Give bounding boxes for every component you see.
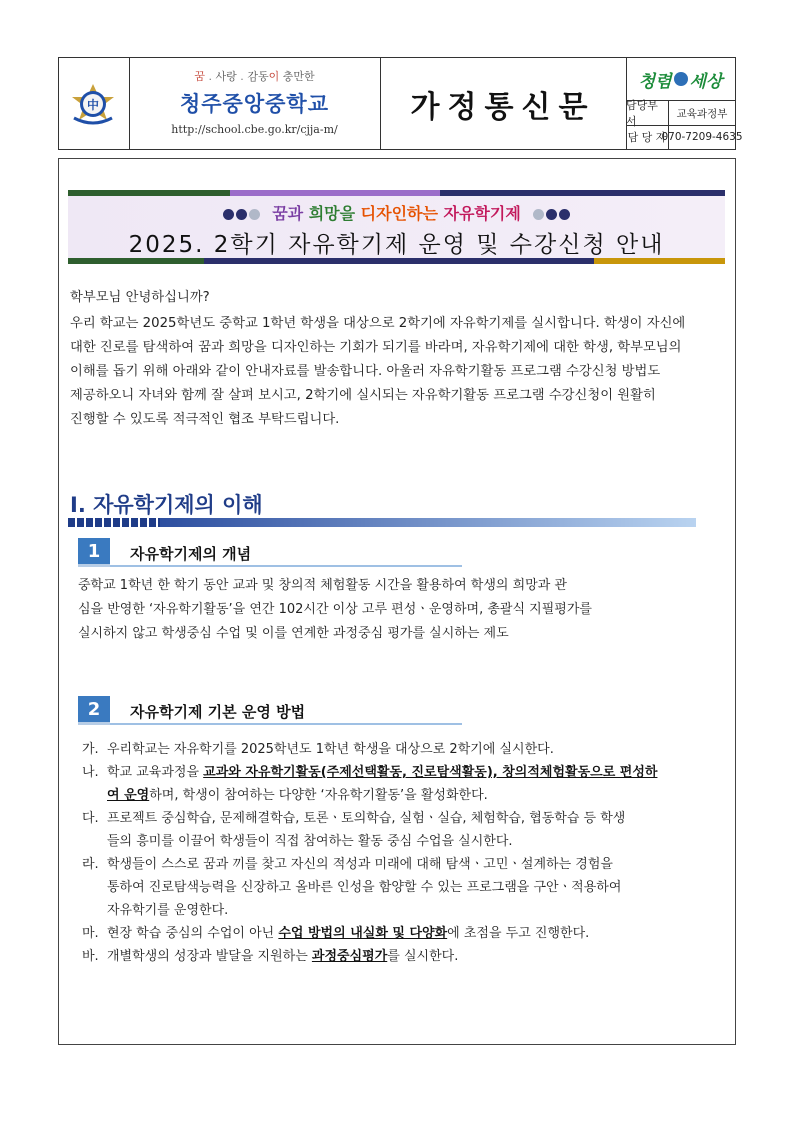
svg-text:中: 中 <box>86 98 100 112</box>
subsection-underline <box>110 565 462 567</box>
banner-bottom-bar <box>68 258 725 264</box>
operation-list <box>82 738 732 968</box>
title-cell <box>380 58 627 149</box>
list-item: 나. 학교 교육과정을 교과와 자유학기활동(주제선택활동, 진로탐색활동), 창의적체험활동으로 편성하 여 운영하며, 학생이 참여하는 다양한 ‘자유학기활동’을 활성화한다. <box>82 765 658 803</box>
slogan-badge-icon <box>674 72 688 86</box>
intro-paragraph: 우리 학교는 2025학년도 중학교 1학년 학생을 대상으로 2학기에 자유학기제를 실시합니다. 학생이 자신에 대한 진로를 탐색하여 꿈과 희망을 디자인하는 기회가 되기를 바라며, 자유학기제에 대한 학생, 학부모님의 이해를 돕기 위해 아래와 같이 안내자료를 발송합니다. 아울러 자유학기활동 프로그램 수강신청 방법도 제공하오니 자녀와 함께 잘 살펴 보시고, 2학기에 실시되는 자유학기활동 프로그램 수강신청이 원활히 진행할 수 있도록 적극적인 협조 부탁드립니다. <box>70 316 686 427</box>
school-cell <box>129 58 381 149</box>
dept-row <box>626 101 735 126</box>
school-emblem-icon <box>66 82 120 128</box>
contact-row <box>626 125 743 149</box>
integrity-slogan: 청렴 세상 <box>626 58 735 101</box>
subsection-title-2: 자유학기제 기본 운영 방법 <box>130 703 306 721</box>
subsection-number-1: 1 <box>78 538 110 564</box>
list-item: 바. 개별학생의 성장과 발달을 지원하는 과정중심평가를 실시한다. <box>82 949 459 964</box>
concept-paragraph: 중학교 1학년 한 학기 동안 교과 및 창의적 체험활동 시간을 활용하여 학생의 희망과 관 심을 반영한 ‘자유학기활동’을 연간 102시간 이상 고루 편성ㆍ운영하며, 총괄식 지필평가를 실시하지 않고 학생중심 수업 및 이를 연계한 과정중심 평가를 실시하는 제도 <box>78 578 592 641</box>
school-name: 청주중앙중학교 <box>179 92 329 116</box>
list-item: 라. 학생들이 스스로 꿈과 끼를 찾고 자신의 적성과 미래에 대해 탐색ㆍ고민ㆍ설계하는 경험을 통하여 진로탐색능력을 신장하고 올바른 인성을 함양할 수 있는 프로그램을 구안ㆍ적용하여 자유학기를 운영한다. <box>82 857 622 918</box>
dot-icon <box>559 209 570 220</box>
newsletter-header <box>58 57 743 150</box>
greeting-text: 학부모님 안녕하십니까? <box>70 290 210 305</box>
section-underline <box>68 518 696 527</box>
dot-icon <box>236 209 247 220</box>
list-item: 다. 프로젝트 중심학습, 문제해결학습, 토론ㆍ토의학습, 실험ㆍ실습, 체험학습, 협동학습 등 학생 들의 흥미를 이끌어 학생들이 직접 참여하는 활동 중심 수업을 실시한다. <box>82 811 626 849</box>
dept-label: 담당부서 <box>626 101 669 125</box>
subsection-number-2: 2 <box>78 696 110 722</box>
dot-icon <box>249 209 260 220</box>
subsection-title-1: 자유학기제의 개념 <box>130 545 252 563</box>
list-item: 마. 현장 학습 중심의 수업이 아닌 수업 방법의 내실화 및 다양화에 초점을 두고 진행한다. <box>82 926 590 941</box>
banner-title: 2025. 2학기 자유학기제 운영 및 수강신청 안내 <box>128 232 665 258</box>
school-url-link[interactable]: http://school.cbe.go.kr/cjja-m/ <box>171 123 338 136</box>
info-cell <box>626 58 743 149</box>
dot-icon <box>223 209 234 220</box>
contact-label: 담 당 자 <box>626 125 669 149</box>
dot-icon <box>533 209 544 220</box>
dept-value: 교육과정부 <box>676 107 728 120</box>
page-title: 가정통신문 <box>410 90 596 125</box>
logo-cell <box>59 58 130 149</box>
contact-value: 070-7209-4635 <box>661 131 743 143</box>
section-title: Ⅰ. 자유학기제의 이해 <box>70 493 263 517</box>
subsection-underline <box>110 723 462 725</box>
banner-subtitle: 꿈과 희망을 디자인하는 자유학기제 <box>68 201 725 224</box>
list-item: 가. 우리학교는 자유학기를 2025학년도 1학년 학생을 대상으로 2학기에 실시한다. <box>82 742 554 757</box>
school-motto: 꿈 . 사랑 . 감동이 충만한 <box>194 70 315 83</box>
dot-icon <box>546 209 557 220</box>
